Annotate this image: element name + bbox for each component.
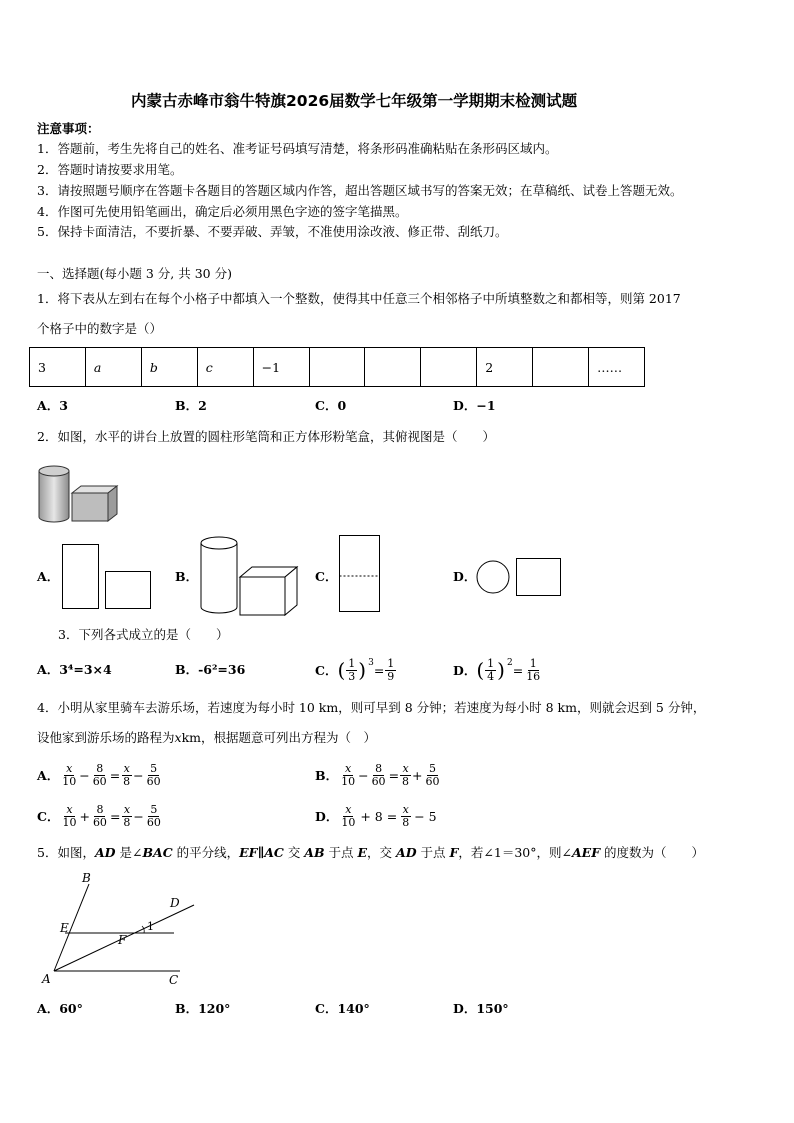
paren: ) [358,658,367,682]
fraction: $\frac{x}{10}$ [62,761,77,788]
q4-stem-line2: 设他家到游乐场的路程为xkm，根据题意可列出方程为（ ） [37,730,377,745]
exponent: 2 [506,658,513,668]
fraction: $\frac{x}{8}$ [123,802,131,829]
q2-option-a-figure[interactable] [61,542,153,610]
fraction: $\frac{x}{10}$ [341,761,356,788]
operator: + 8 = [360,808,398,824]
table-cell: …… [589,348,645,387]
option-label: B． [315,768,339,783]
table-cell [365,348,421,387]
q5-option-c[interactable]: C．140° [315,1001,370,1016]
q1-option-d[interactable]: D．−1 [453,398,496,413]
q2-option-b-label[interactable]: B． [175,569,199,584]
point-label: B [82,871,91,885]
operator: + [412,767,423,783]
q1-stem-line1: 1．将下表从左到右在每个小格子中都填入一个整数，使得其中任意三个相邻格子中所填整数之和都相等，则第 2017 [37,291,681,306]
operator: = [388,767,400,783]
option-label: A． [37,768,60,783]
equals-sign: = [512,662,524,678]
q2-option-d-label[interactable]: D． [453,569,477,584]
q4-option-a[interactable] [37,758,164,792]
option-label: C． [37,809,60,824]
fraction: $\frac{x}{8}$ [402,761,410,788]
q2-stem: 2．如图，水平的讲台上放置的圆柱形笔筒和正方体形粉笔盒，其俯视图是（ ） [37,429,495,444]
operator: = [109,767,121,783]
q3-stem: 3．下列各式成立的是（ ） [58,627,229,642]
notice-item: 2．答题时请按要求用笔。 [37,162,183,177]
q3-option-a[interactable]: A．3⁴=3×4 [37,662,112,677]
operator: + [79,808,90,824]
table-cell: b [141,348,197,387]
fraction: $\frac{8}{60}$ [92,761,107,788]
q1-sequence-table [29,347,645,387]
point-label: D [170,896,180,910]
q2-option-d-figure[interactable] [476,556,564,598]
operator: − [358,767,369,783]
operator: − 5 [414,808,437,824]
point-label: E [60,921,69,935]
operator: − [79,767,90,783]
paren: ( [476,658,485,682]
table-cell [421,348,477,387]
page-title: 内蒙古赤峰市翁牛特旗2026届数学七年级第一学期期末检测试题 [131,92,578,110]
q2-option-c-label[interactable]: C． [315,569,338,584]
q3-option-c[interactable] [315,652,397,688]
notice-item: 3．请按照题号顺序在答题卡各题目的答题区域内作答，超出答题区域书写的答案无效；在草稿纸、试卷上答题无效。 [37,183,683,198]
q1-option-b[interactable]: B．2 [175,398,207,413]
fraction: $\frac{5}{60}$ [146,761,161,788]
fraction: $\frac{x}{10}$ [341,802,356,829]
q5-geometry-figure [36,870,186,990]
point-label: A [42,972,51,986]
fraction: $\frac{1}{9}$ [387,656,395,683]
operator: = [109,808,121,824]
fraction: $\frac{5}{60}$ [425,761,440,788]
q2-main-figure [36,462,126,528]
q5-option-d[interactable]: D．150° [453,1001,509,1016]
q4-option-d[interactable] [315,799,437,833]
notice-header: 注意事项： [37,121,100,136]
notice-item: 4．作图可先使用铅笔画出，确定后必须用黑色字迹的签字笔描黑。 [37,204,408,219]
angle-label: 1 [147,920,154,933]
table-cell: 2 [477,348,533,387]
q3-option-b[interactable]: B．-6²=36 [175,662,246,677]
point-label: C [169,973,179,987]
q5-option-a[interactable]: A．60° [37,1001,83,1016]
fraction: $\frac{1}{4}$ [487,656,495,683]
table-cell: −1 [253,348,309,387]
table-cell [533,348,589,387]
point-label: F [118,933,127,947]
fraction: $\frac{x}{8}$ [402,802,410,829]
option-label: C． [315,663,338,678]
paren: ( [337,658,346,682]
fraction: $\frac{8}{60}$ [371,761,386,788]
exponent: 3 [368,658,374,668]
fraction: $\frac{x}{8}$ [123,761,131,788]
fraction: $\frac{1}{3}$ [348,656,356,683]
q4-option-c[interactable] [37,799,164,833]
table-cell [309,348,365,387]
notice-item: 1．答题前，考生先将自己的姓名、准考证号码填写清楚，将条形码准确粘贴在条形码区域内。 [37,141,558,156]
fraction: $\frac{5}{60}$ [146,802,161,829]
q3-option-d[interactable] [453,652,543,688]
paren: ) [497,658,505,682]
table-cell: c [197,348,253,387]
notice-item: 5．保持卡面清洁，不要折暴、不要弄破、弄皱，不准使用涂改液、修正带、刮纸刀。 [37,224,508,239]
q4-stem-line1: 4．小明从家里骑车去游乐场，若速度为每小时 10 km，则可早到 8 分钟；若速度为每小时 8 km，则就会迟到 5 分钟， [37,700,706,715]
equals-sign: = [373,662,385,678]
q1-stem-line2: 个格子中的数字是（） [37,321,163,336]
q2-option-a-label[interactable]: A． [37,569,60,584]
q5-option-b[interactable]: B．120° [175,1001,231,1016]
option-label: D． [315,809,339,824]
q1-option-c[interactable]: C．0 [315,398,347,413]
section-heading: 一、选择题(每小题 3 分, 共 30 分) [37,266,232,281]
operator: − [133,808,144,824]
fraction: $\frac{8}{60}$ [92,802,107,829]
fraction: $\frac{x}{10}$ [62,802,77,829]
operator: − [133,767,144,783]
option-label: D． [453,663,477,678]
fraction: $\frac{1}{16}$ [526,656,541,683]
q4-option-b[interactable] [315,758,443,792]
q1-option-a[interactable]: A．3 [37,398,68,413]
table-cell: a [85,348,141,387]
q2-option-b-figure[interactable] [199,535,301,617]
q2-option-c-figure[interactable] [338,534,382,614]
q5-stem: 5．如图，AD 是∠BAC 的平分线，EF∥AC 交 AB 于点 E，交 AD 于点 F，若∠1＝30°，则∠AEF 的度数为（ ） [37,845,705,860]
table-cell: 3 [30,348,86,387]
